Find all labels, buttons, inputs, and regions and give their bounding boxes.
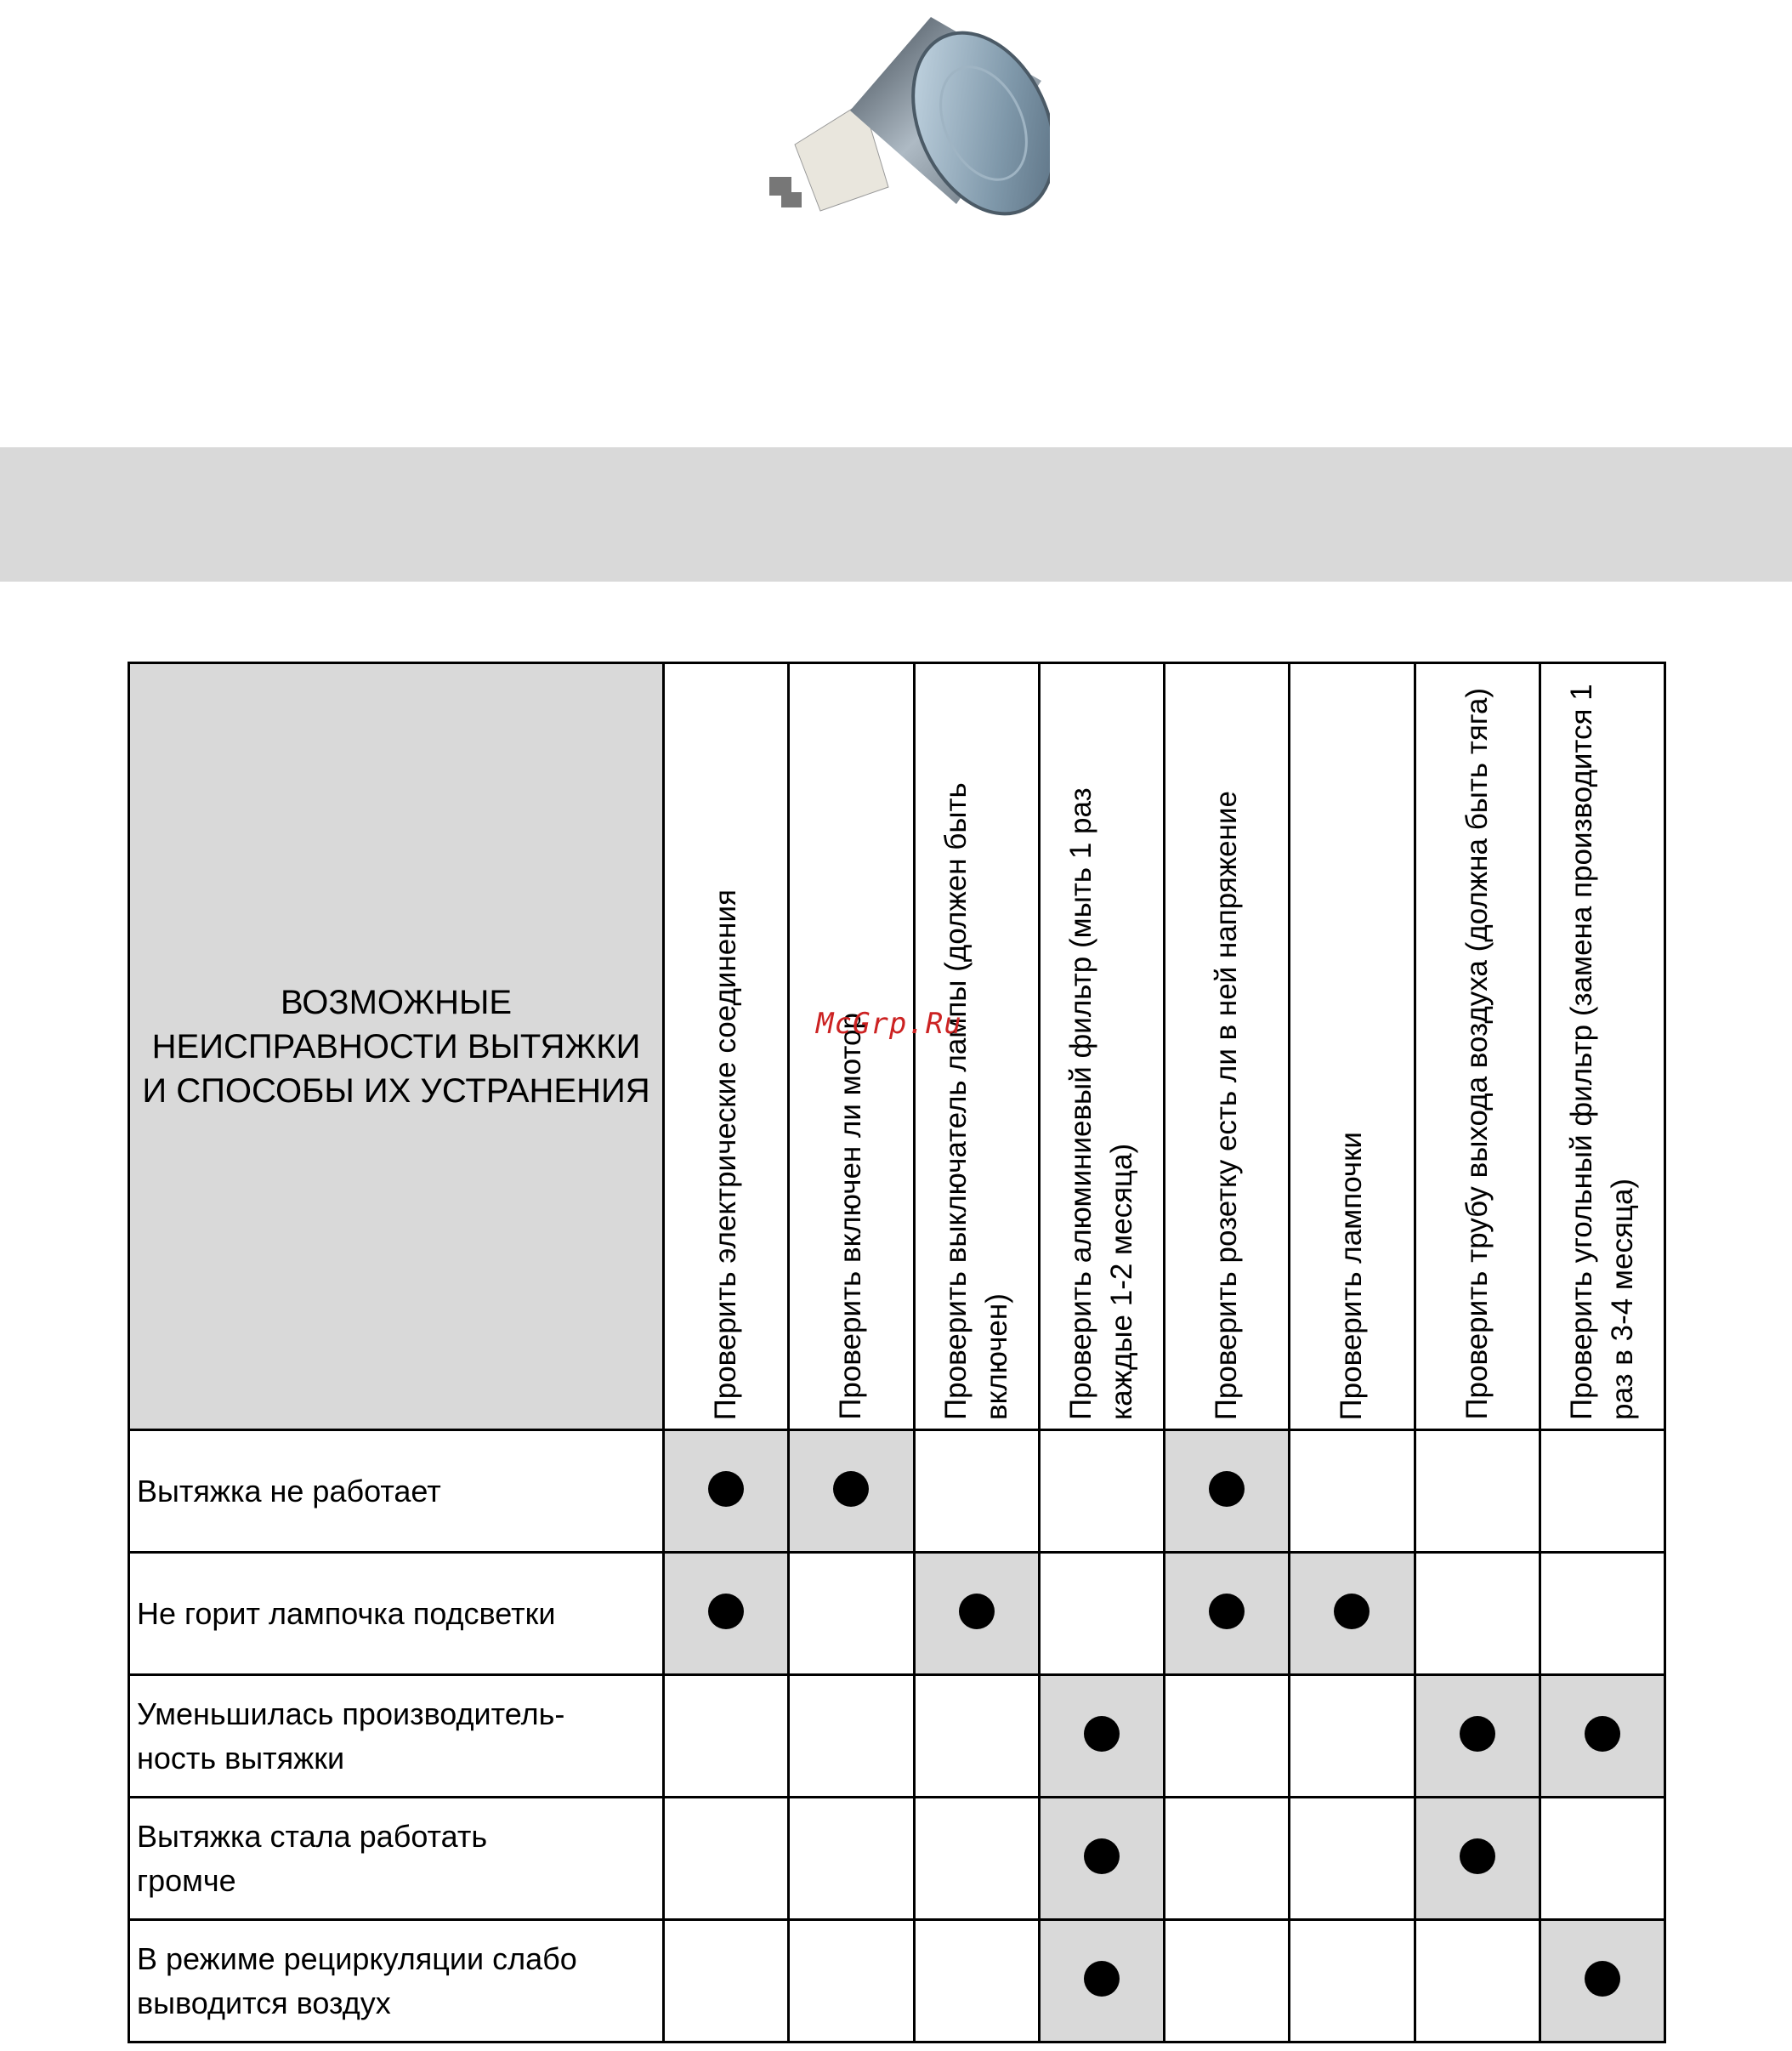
- filled-dot-icon: [1084, 1838, 1120, 1874]
- check-header-cell: [1415, 663, 1540, 1430]
- empty-cell: [1290, 1675, 1415, 1798]
- table-title-cell: [129, 663, 664, 1430]
- check-label: Проверить электрические соединения: [709, 889, 743, 1420]
- fault-label-cell: [129, 1675, 664, 1798]
- check-label: Проверить угольный фильтр (замена производится 1 раз в 3-4 месяца): [1564, 684, 1639, 1420]
- filled-dot-icon: [959, 1594, 995, 1629]
- marked-cell: [1165, 1430, 1290, 1553]
- check-header-cell: [1039, 663, 1164, 1430]
- empty-cell: [914, 1798, 1039, 1920]
- filled-dot-icon: [708, 1471, 744, 1507]
- empty-cell: [664, 1798, 789, 1920]
- filled-dot-icon: [833, 1471, 869, 1507]
- empty-cell: [1039, 1430, 1164, 1553]
- marked-cell: [1165, 1553, 1290, 1675]
- halogen-lamp-image: [761, 0, 1050, 217]
- fault-label-line: В режиме рециркуляции слабо: [137, 1940, 577, 1976]
- table-title-line: НЕИСПРАВНОСТИ ВЫТЯЖКИ: [151, 1027, 641, 1065]
- empty-cell: [664, 1675, 789, 1798]
- watermark-text: McGrp.Ru: [816, 1007, 962, 1041]
- empty-cell: [1415, 1430, 1540, 1553]
- empty-cell: [914, 1920, 1039, 2042]
- empty-cell: [1290, 1798, 1415, 1920]
- empty-cell: [1415, 1553, 1540, 1675]
- filled-dot-icon: [1084, 1961, 1120, 1997]
- empty-cell: [1290, 1920, 1415, 2042]
- fault-row: [129, 1553, 1665, 1675]
- check-header-cell: [1290, 663, 1415, 1430]
- check-label: Проверить выключатель лампы (должен быть включен): [939, 782, 1013, 1420]
- fault-label-line: Вытяжка не работает: [137, 1473, 441, 1508]
- empty-cell: [1165, 1920, 1290, 2042]
- empty-cell: [789, 1798, 914, 1920]
- check-header-cell: [1165, 663, 1290, 1430]
- fault-label-cell: [129, 1430, 664, 1553]
- marked-cell: [1039, 1920, 1164, 2042]
- empty-cell: [1039, 1553, 1164, 1675]
- empty-cell: [789, 1675, 914, 1798]
- empty-cell: [914, 1430, 1039, 1553]
- marked-cell: [1540, 1920, 1664, 2042]
- marked-cell: [1039, 1798, 1164, 1920]
- marked-cell: [914, 1553, 1039, 1675]
- fault-label-line: выводится воздух: [137, 1985, 391, 2020]
- check-label: Проверить включен ли мотор: [834, 1013, 868, 1420]
- fault-row: [129, 1675, 1665, 1798]
- troubleshooting-table: [128, 662, 1666, 2043]
- fault-label-cell: [129, 1798, 664, 1920]
- filled-dot-icon: [1585, 1716, 1620, 1752]
- filled-dot-icon: [1334, 1594, 1370, 1629]
- marked-cell: [789, 1430, 914, 1553]
- filled-dot-icon: [1460, 1838, 1495, 1874]
- header-row: [129, 663, 1665, 1430]
- fault-label-line: ность вытяжки: [137, 1740, 345, 1775]
- empty-cell: [1540, 1798, 1664, 1920]
- marked-cell: [1415, 1675, 1540, 1798]
- filled-dot-icon: [708, 1594, 744, 1629]
- marked-cell: [1039, 1675, 1164, 1798]
- fault-label-line: громче: [137, 1862, 236, 1898]
- check-label: Проверить розетку есть ли в ней напряжение: [1210, 790, 1244, 1420]
- filled-dot-icon: [1209, 1471, 1245, 1507]
- empty-cell: [1165, 1798, 1290, 1920]
- empty-cell: [1540, 1430, 1664, 1553]
- check-header-cell: [1540, 663, 1664, 1430]
- table-title-line: И СПОСОБЫ ИХ УСТРАНЕНИЯ: [142, 1071, 650, 1110]
- empty-cell: [789, 1553, 914, 1675]
- check-header-cell: [664, 663, 789, 1430]
- empty-cell: [1290, 1430, 1415, 1553]
- table-title-line: ВОЗМОЖНЫЕ: [280, 983, 513, 1021]
- fault-row: [129, 1798, 1665, 1920]
- filled-dot-icon: [1460, 1716, 1495, 1752]
- filled-dot-icon: [1209, 1594, 1245, 1629]
- fault-label-line: Вытяжка стала работать: [137, 1818, 488, 1854]
- check-header-cell: [914, 663, 1039, 1430]
- empty-cell: [1165, 1675, 1290, 1798]
- fault-row: [129, 1430, 1665, 1553]
- fault-label-cell: [129, 1920, 664, 2042]
- empty-cell: [664, 1920, 789, 2042]
- marked-cell: [1540, 1675, 1664, 1798]
- check-header-cell: [789, 663, 914, 1430]
- empty-cell: [914, 1675, 1039, 1798]
- fault-rows: [129, 1430, 1665, 2042]
- empty-cell: [789, 1920, 914, 2042]
- fault-label-cell: [129, 1553, 664, 1675]
- check-label: Проверить лампочки: [1335, 1131, 1369, 1420]
- fault-row: [129, 1920, 1665, 2042]
- check-label: Проверить трубу выхода воздуха (должна быть тяга): [1460, 688, 1494, 1420]
- filled-dot-icon: [1585, 1961, 1620, 1997]
- grey-separator-band: [0, 447, 1792, 582]
- fault-label-line: Уменьшилась производитель-: [137, 1696, 565, 1731]
- marked-cell: [664, 1553, 789, 1675]
- check-label: Проверить алюминиевый фильтр (мыть 1 раз каждые 1-2 месяца): [1063, 787, 1138, 1420]
- empty-cell: [1540, 1553, 1664, 1675]
- filled-dot-icon: [1084, 1716, 1120, 1752]
- fault-label-line: Не горит лампочка подсветки: [137, 1595, 556, 1631]
- marked-cell: [664, 1430, 789, 1553]
- empty-cell: [1415, 1920, 1540, 2042]
- marked-cell: [1415, 1798, 1540, 1920]
- marked-cell: [1290, 1553, 1415, 1675]
